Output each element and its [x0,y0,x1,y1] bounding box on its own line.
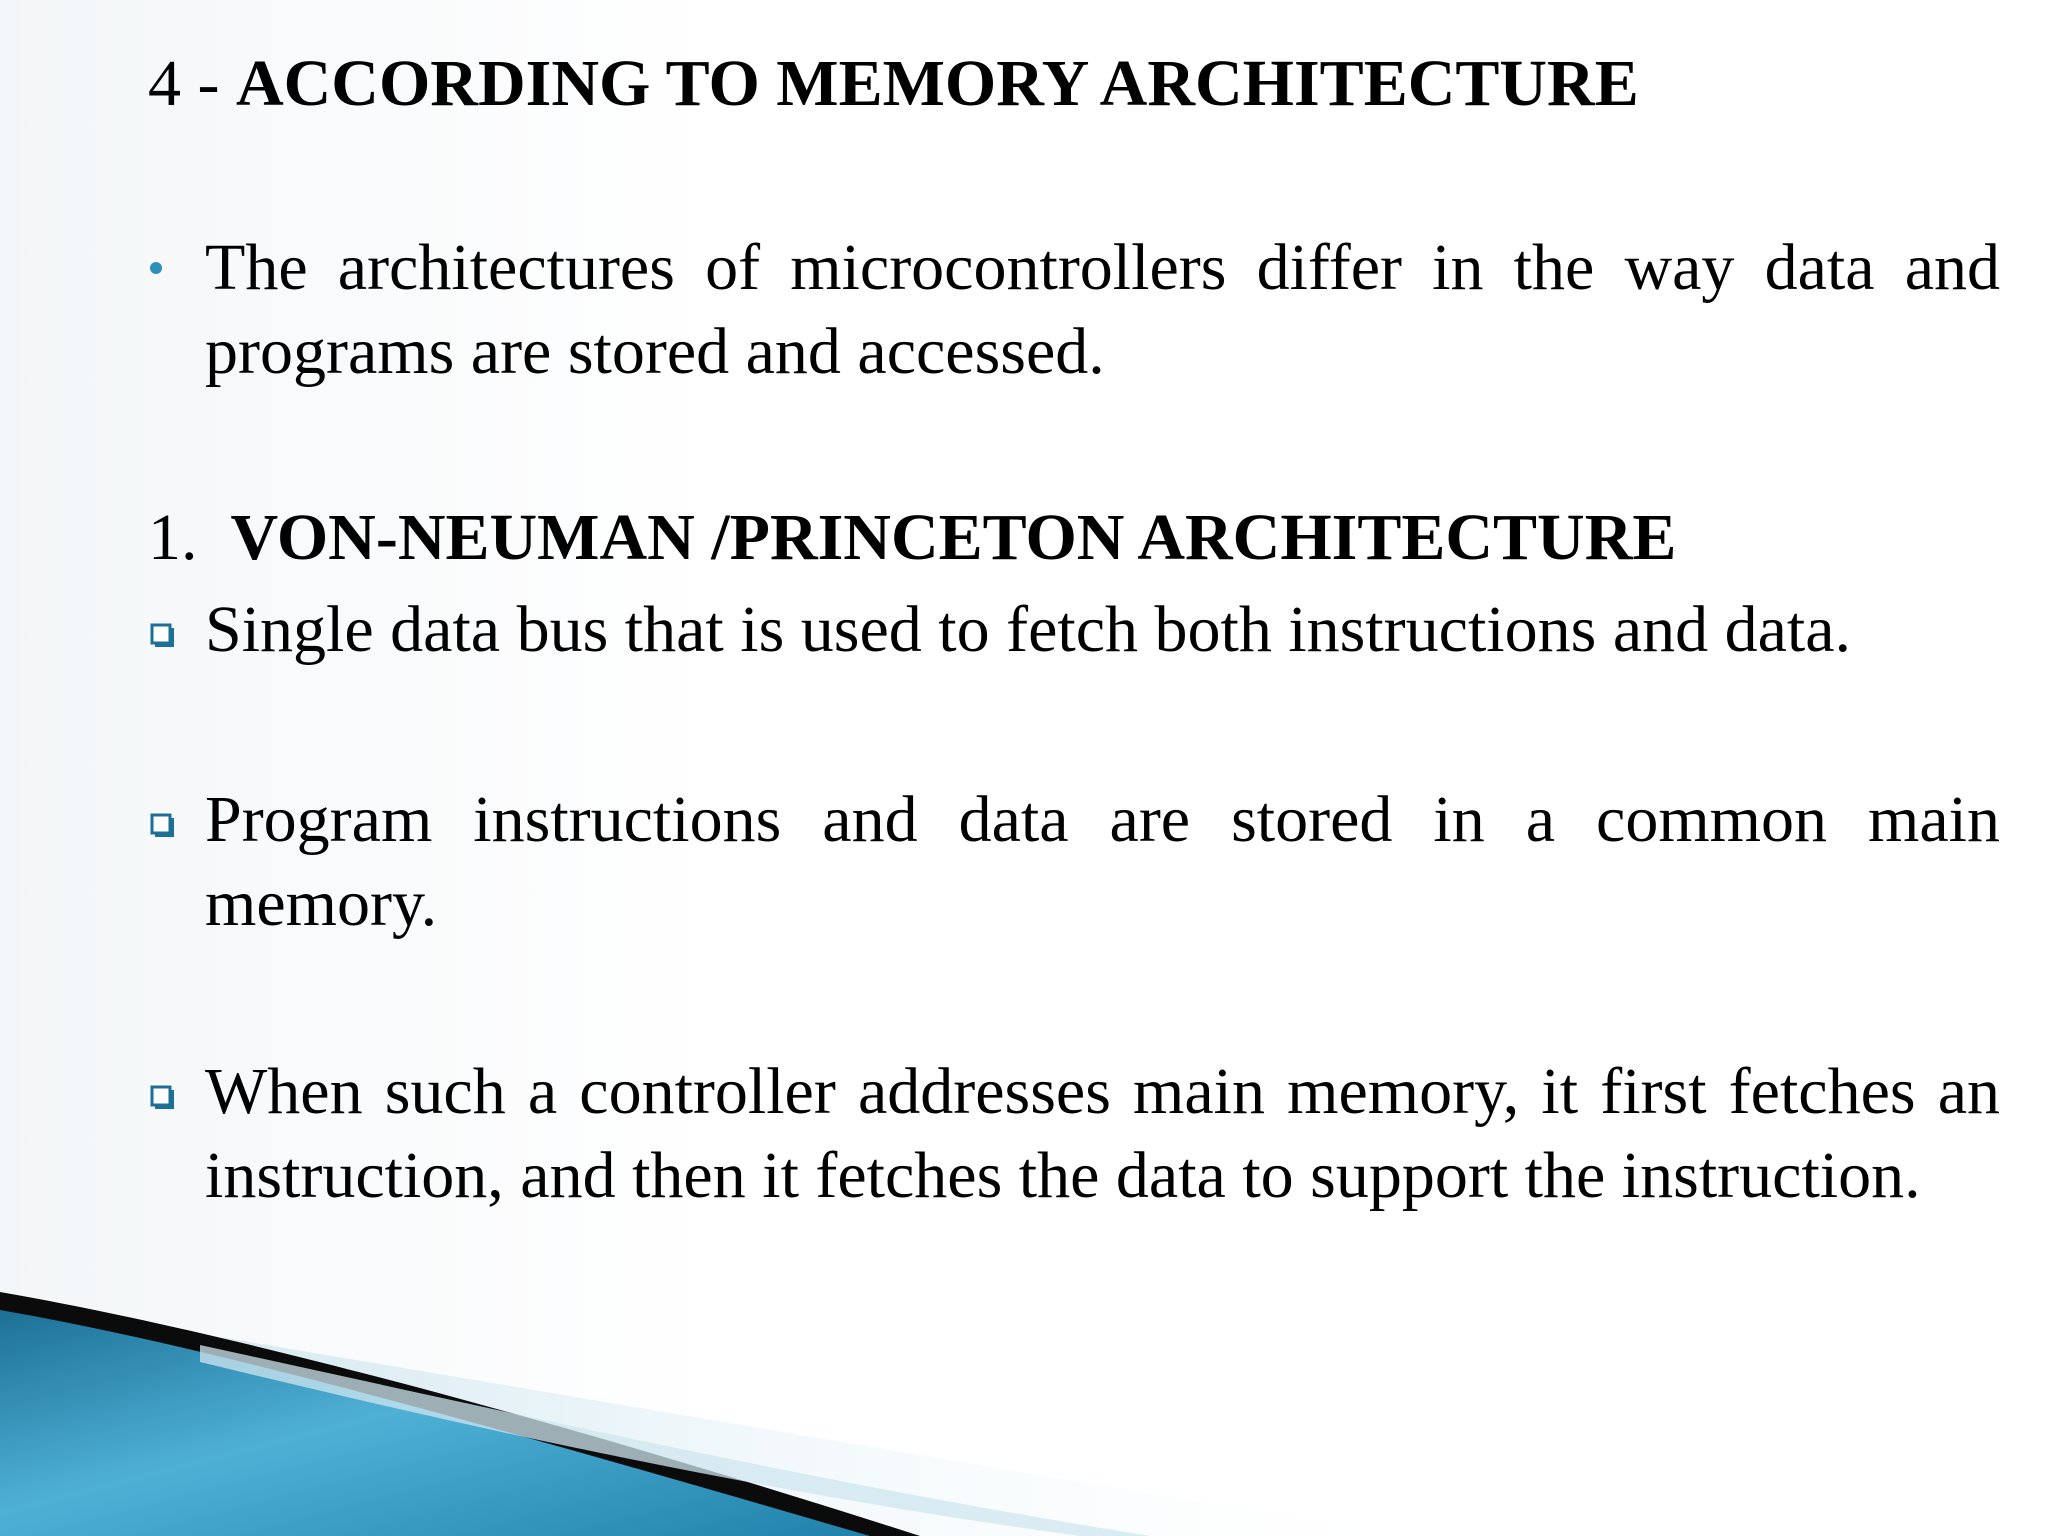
section-heading [148,496,1676,580]
round-bullet-icon [150,262,162,274]
square-checkbox-bullet-icon [150,1085,176,1111]
point-text: Program instructions and data are stored in a common main memory. [205,783,2000,940]
slide-title-number: 4 - [148,47,236,120]
slide-title-text: ACCORDING TO MEMORY ARCHITECTURE [235,47,1639,120]
point-text: Single data bus that is used to fetch both instructions and data. [205,593,1852,666]
intro-bullet-text: The architectures of microcontrollers differ in the way data and programs are stored and accessed. [205,231,2000,388]
section-title: VON-NEUMAN /PRINCETON ARCHITECTURE [230,501,1677,574]
square-checkbox-bullet-icon [150,623,176,649]
slide-title [148,44,1639,124]
square-checkbox-bullet-icon [150,813,176,839]
point-text: When such a controller addresses main memory, it first fetches an instruction, and then it fetches the data to support the instruction. [205,1055,2000,1212]
section-number: 1. [148,501,198,574]
